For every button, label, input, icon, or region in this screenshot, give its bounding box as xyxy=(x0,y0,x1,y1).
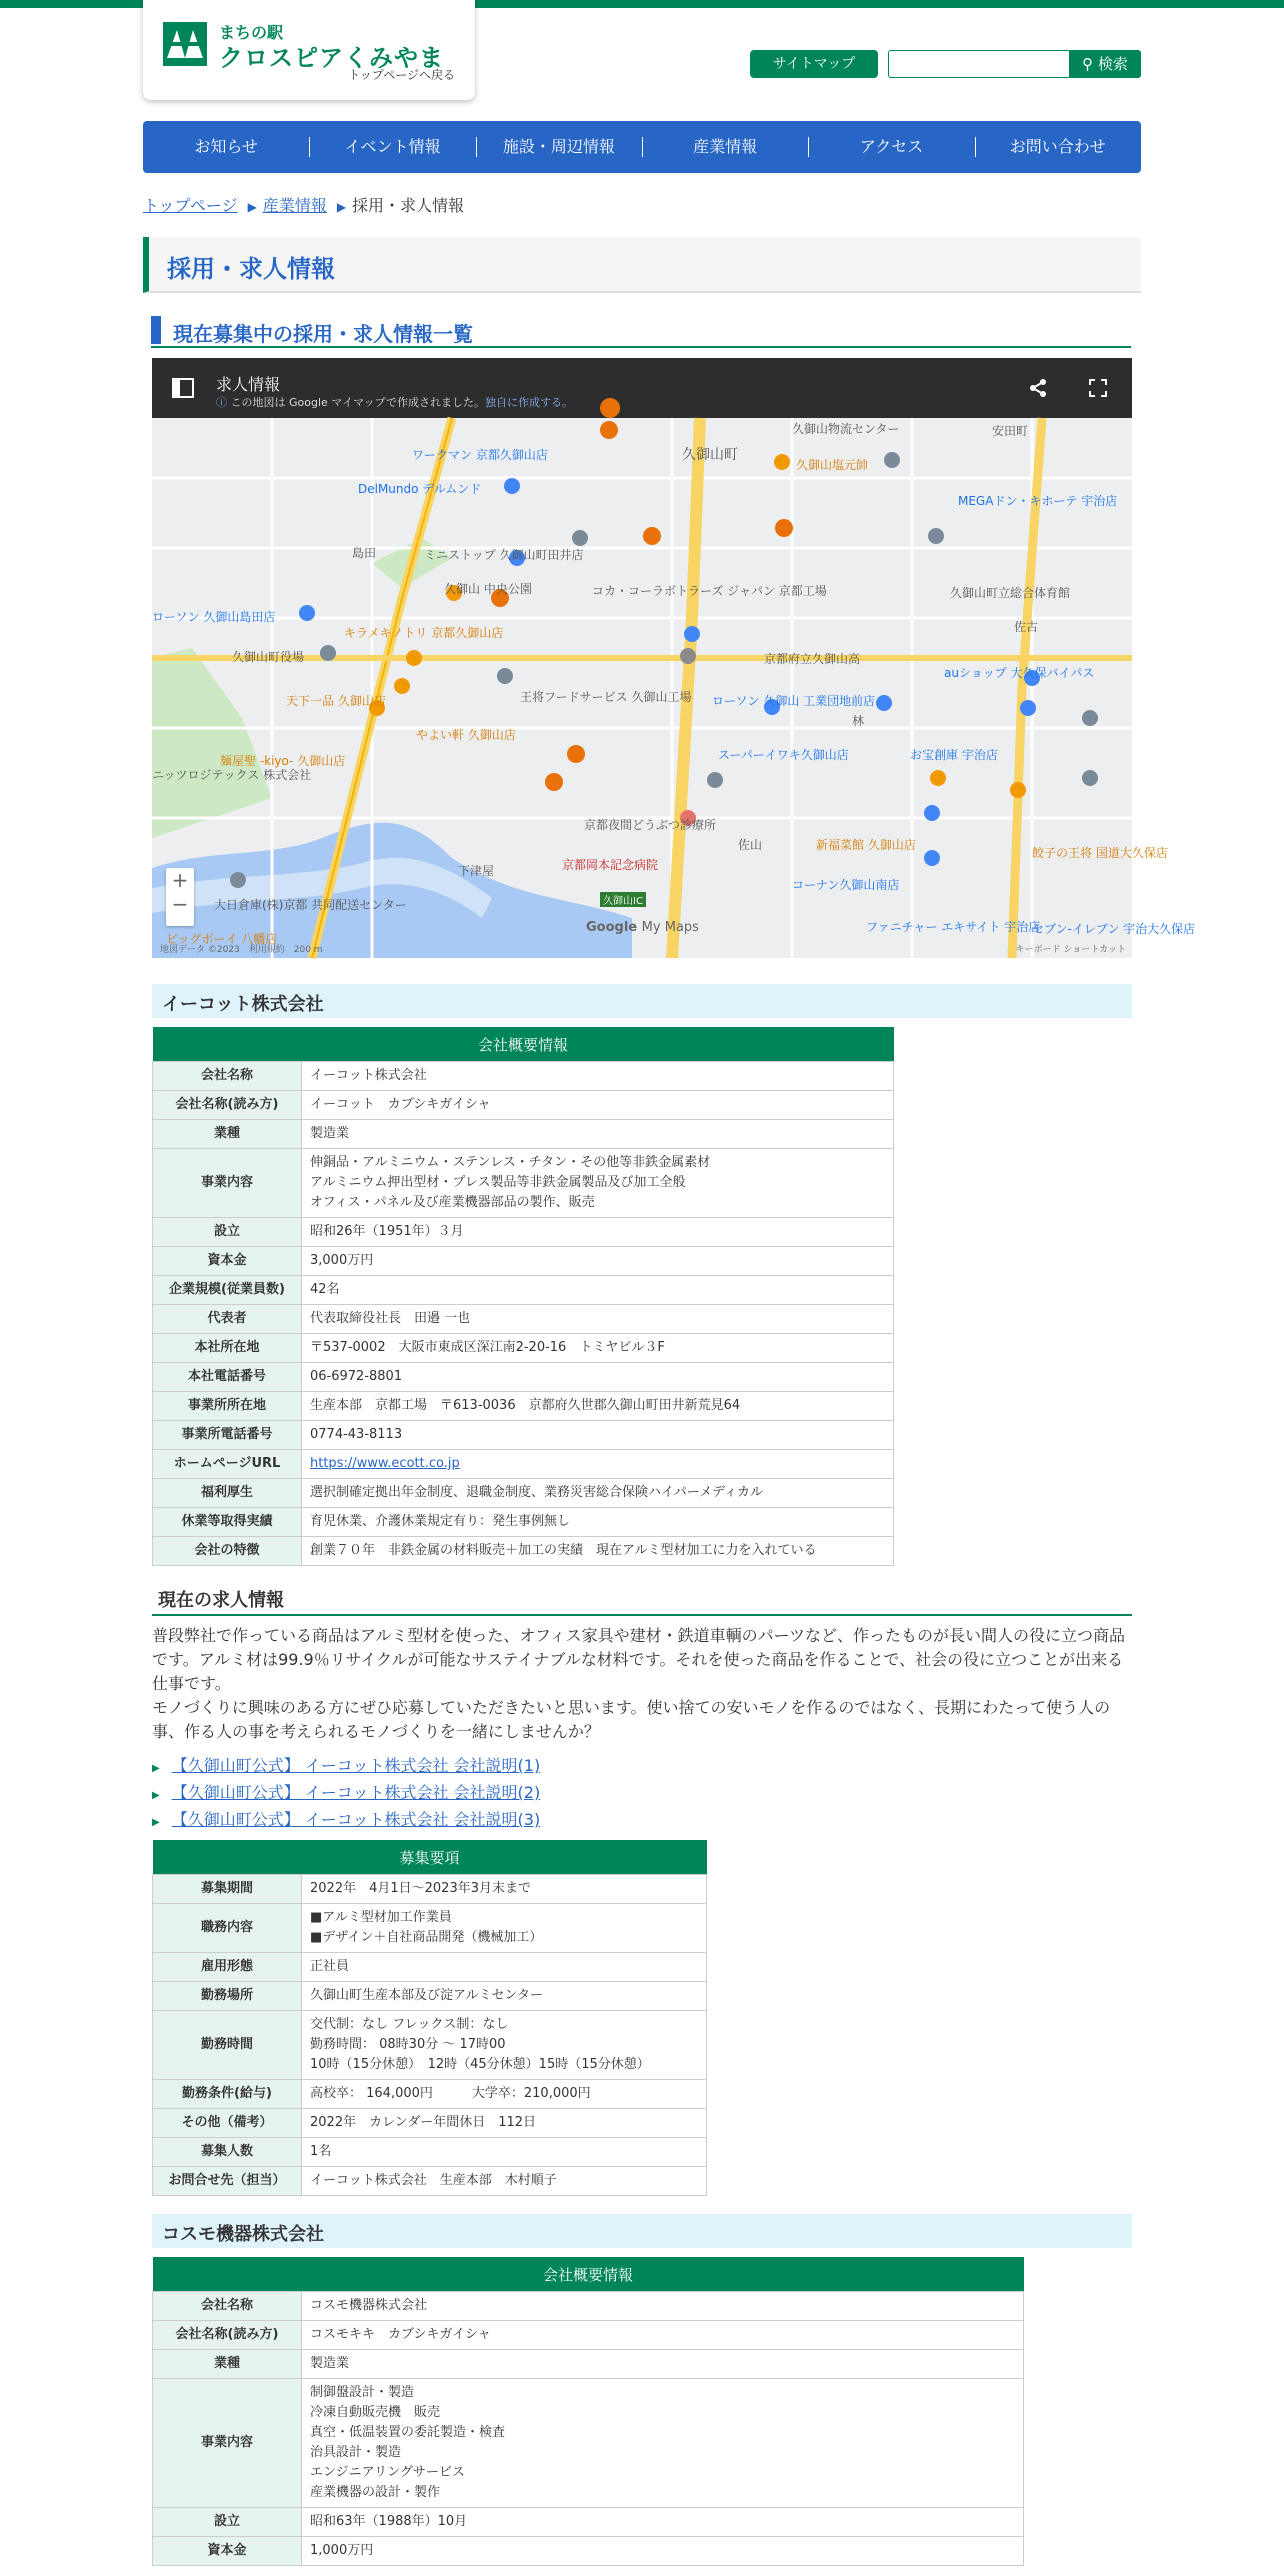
breadcrumb xyxy=(143,193,464,216)
map-label: 林 xyxy=(852,714,865,728)
row-value: 伸銅品・アルミニウム・ステンレス・チタン・その他等非鉄金属素材 アルミニウム押出型材・プレス製品等非鉄金属製品及び加工全般 オフィス・パネル及び産業機器部品の製作、販売 xyxy=(302,1149,894,1218)
map-note xyxy=(216,394,573,410)
site-logo[interactable] xyxy=(143,0,475,100)
map-label: コーナン久御山南店 xyxy=(792,878,900,892)
row-value: 正社員 xyxy=(302,1953,707,1982)
map-label: セブン-イレブン 宇治大久保店 xyxy=(1032,922,1196,936)
row-label: 会社名称 xyxy=(153,2292,302,2321)
table-caption: 会社概要情報 xyxy=(153,2257,1024,2292)
map-label: 京都夜間どうぶつ診療所 xyxy=(584,818,717,832)
map-label: 佐山 xyxy=(738,838,763,852)
row-label: 代表者 xyxy=(153,1305,302,1334)
table-row xyxy=(153,2321,1024,2350)
row-value: 久御山町生産本部及び淀アルミセンター xyxy=(302,1982,707,2011)
map-label: お宝創庫 宇治店 xyxy=(910,748,998,762)
row-value: ■アルミ型材加工作業員 ■デザイン＋自社商品開発（機械加工） xyxy=(302,1904,707,1953)
row-label: 設立 xyxy=(153,2508,302,2537)
section-title-text: 現在募集中の採用・求人情報一覧 xyxy=(173,322,473,346)
table-row xyxy=(153,2011,707,2080)
map-label: 下津屋 xyxy=(458,864,495,878)
chevron-right-icon: ▶ xyxy=(336,200,347,214)
row-value xyxy=(302,1450,894,1479)
map-create-link[interactable]: 独自に作成する。 xyxy=(484,396,573,409)
row-value: 製造業 xyxy=(302,2350,1024,2379)
map-label: DelMundo デルムンド xyxy=(358,482,482,496)
map-label: 久御山 中央公園 xyxy=(444,582,532,596)
row-value: 交代制：なし フレックス制：なし 勤務時間： 08時30分 ～ 17時00 10時（15分休憩） 12時（45分休憩）15時（15分休憩） xyxy=(302,2011,707,2080)
map-label: 久御山塩元帥 xyxy=(796,458,869,472)
back-to-top-link[interactable]: トップページへ戻る xyxy=(348,68,455,82)
share-icon[interactable] xyxy=(1028,378,1048,398)
breadcrumb-home[interactable]: トップページ xyxy=(143,196,238,215)
map-label: 佐古 xyxy=(1014,620,1039,634)
row-label: 本社電話番号 xyxy=(153,1363,302,1392)
info-icon: ⓘ xyxy=(216,396,227,409)
table-row xyxy=(153,2167,707,2196)
row-label: 会社の特徴 xyxy=(153,1537,302,1566)
row-value: イーコット株式会社 xyxy=(302,1062,894,1091)
row-value: 1,000万円 xyxy=(302,2537,1024,2566)
nav-industry[interactable]: 産業情報 xyxy=(642,121,808,173)
job-heading-text: 現在の求人情報 xyxy=(158,1590,284,1611)
table-row xyxy=(153,1276,894,1305)
row-label: 福利厚生 xyxy=(153,1479,302,1508)
row-label: 事業内容 xyxy=(153,1149,302,1218)
table-row xyxy=(153,1334,894,1363)
keyboard-shortcuts-link[interactable]: キーボード ショートカット xyxy=(1015,945,1126,955)
table-caption: 募集要項 xyxy=(153,1840,707,1875)
row-label: その他（備考） xyxy=(153,2109,302,2138)
row-value: 2022年 カレンダー年間休日 112日 xyxy=(302,2109,707,2138)
table-row xyxy=(153,1218,894,1247)
map-label: やよい軒 久御山店 xyxy=(416,728,516,742)
nav-facilities[interactable]: 施設・周辺情報 xyxy=(476,121,642,173)
job-description xyxy=(152,1624,1132,1744)
section-title xyxy=(151,316,1131,348)
row-label: 雇用形態 xyxy=(153,1953,302,1982)
row-label: 職務内容 xyxy=(153,1904,302,1953)
table-row xyxy=(153,1450,894,1479)
company-video-link[interactable]: ▶ 【久御山町公式】 イーコット株式会社 会社説明(2) xyxy=(152,1781,540,1808)
map-label: 京都岡本記念病院 xyxy=(562,858,659,872)
row-value: コスモキキ カブシキガイシャ xyxy=(302,2321,1024,2350)
table-caption: 会社概要情報 xyxy=(153,1027,894,1062)
map-label: 餃子の王将 国道大久保店 xyxy=(1032,846,1168,860)
recruit-table xyxy=(152,1840,707,2196)
map-label: キラメキノトリ 京都久御山店 xyxy=(344,626,504,640)
zoom-controls xyxy=(166,868,194,926)
company-heading xyxy=(152,984,1132,1018)
row-value: 0774-43-8113 xyxy=(302,1421,894,1450)
page-title xyxy=(143,237,1141,293)
row-label: 設立 xyxy=(153,1218,302,1247)
row-value: 代表取締役社長 田邉 一也 xyxy=(302,1305,894,1334)
breadcrumb-current: 採用・求人情報 xyxy=(352,196,465,215)
search-label: 検索 xyxy=(1097,55,1128,73)
map-note-text: この地図は Google マイマップで作成されました。 xyxy=(230,396,485,409)
logo-title: クロスピアくみやま xyxy=(219,44,444,72)
google-my-map[interactable] xyxy=(152,358,1196,958)
row-value: イーコット カブシキガイシャ xyxy=(302,1091,894,1120)
search-button[interactable] xyxy=(1069,50,1141,78)
map-label: 大日倉庫(株)京都 共同配送センター xyxy=(214,898,407,912)
company-video-link[interactable]: ▶ 【久御山町公式】 イーコット株式会社 会社説明(1) xyxy=(152,1754,540,1781)
row-value: 生産本部 京都工場 〒613-0036 京都府久世郡久御山町田井新荒見64 xyxy=(302,1392,894,1421)
map-label: 安田町 xyxy=(992,424,1029,438)
row-value: イーコット株式会社 生産本部 木村順子 xyxy=(302,2167,707,2196)
job-heading xyxy=(152,1584,1132,1616)
sitemap-button[interactable]: サイトマップ xyxy=(750,50,878,78)
map-label: コカ・コーラボトラーズ ジャパン 京都工場 xyxy=(592,584,827,598)
table-row xyxy=(153,2508,1024,2537)
table-row xyxy=(153,1305,894,1334)
map-footer: 地図データ ©2023 利用規約 200 m xyxy=(160,945,323,955)
map-label: ワークマン 京都久御山店 xyxy=(412,448,548,462)
table-row xyxy=(153,1508,894,1537)
row-label: 勤務条件(給与) xyxy=(153,2080,302,2109)
map-label: 京都府立久御山高 xyxy=(764,652,861,666)
map-label: 天下一品 久御山店 xyxy=(286,694,386,708)
table-row xyxy=(153,1247,894,1276)
map-label: 王将フードサービス 久御山工場 xyxy=(520,690,692,704)
logo-mark-icon xyxy=(163,22,207,66)
row-value: 高校卒： 164,000円 大学卒：210,000円 xyxy=(302,2080,707,2109)
row-label: 企業規模(従業員数) xyxy=(153,1276,302,1305)
row-label: 勤務時間 xyxy=(153,2011,302,2080)
fullscreen-icon[interactable] xyxy=(1088,378,1108,398)
row-label: 募集人数 xyxy=(153,2138,302,2167)
map-label: 島田 xyxy=(352,546,377,560)
row-value: 制御盤設計・製造 冷凍自動販売機 販売 真空・低温装置の委託製造・検査 治具設計・製造 エンジニアリングサービス 産業機器の設計・製作 xyxy=(302,2379,1024,2508)
nav-events[interactable]: イベント情報 xyxy=(309,121,475,173)
row-label: 業種 xyxy=(153,2350,302,2379)
chevron-right-icon: ▶ xyxy=(247,200,257,214)
row-label: 勤務場所 xyxy=(153,1982,302,2011)
company-info-table xyxy=(152,2257,1024,2566)
map-label: MEGAドン・キホーテ 宇治店 xyxy=(958,494,1118,508)
map-title: 求人情報 xyxy=(216,375,281,394)
homepage-link[interactable]: https://www.ecott.co.jp xyxy=(310,1456,460,1471)
table-row xyxy=(153,1120,894,1149)
map-label: ローソン 久御山 工業団地前店 xyxy=(712,694,876,708)
row-label: 会社名称 xyxy=(153,1062,302,1091)
map-label: 新福菜館 久御山店 xyxy=(816,838,916,852)
row-label: 募集期間 xyxy=(153,1875,302,1904)
row-label: 事業内容 xyxy=(153,2379,302,2508)
table-row xyxy=(153,1904,707,1953)
table-row xyxy=(153,1392,894,1421)
row-label: 本社所在地 xyxy=(153,1334,302,1363)
row-value: 創業７０年 非鉄金属の材料販売＋加工の実績 現在アルミ型材加工に力を入れている xyxy=(302,1537,894,1566)
table-row xyxy=(153,2379,1024,2508)
table-row xyxy=(153,1149,894,1218)
row-value: コスモ機器株式会社 xyxy=(302,2292,1024,2321)
map-label: ニッツロジテックス 株式会社 xyxy=(152,768,312,782)
row-label: 休業等取得実績 xyxy=(153,1508,302,1537)
table-row xyxy=(153,2292,1024,2321)
row-label: 事業所所在地 xyxy=(153,1392,302,1421)
logo-subtitle: まちの駅 xyxy=(219,23,284,42)
map-label: 久御山町立総合体育館 xyxy=(950,586,1071,600)
map-label: ビッグボーイ 八幡店 xyxy=(166,932,278,946)
map-header xyxy=(152,358,1132,418)
table-row xyxy=(153,1982,707,2011)
row-label: 資本金 xyxy=(153,1247,302,1276)
map-label: auショップ 大久保バイパス xyxy=(944,666,1095,680)
row-label: 事業所電話番号 xyxy=(153,1421,302,1450)
breadcrumb-parent[interactable]: 産業情報 xyxy=(262,196,327,215)
table-row xyxy=(153,2537,1024,2566)
table-row xyxy=(153,2350,1024,2379)
job-paragraph: モノづくりに興味のある方にぜひ応募していただきたいと思います。使い捨ての安いモノを作るのではなく、長期にわたって使う人の事、作る人の事を考えられるモノづくりを一緒にしませんか？ xyxy=(152,1698,1111,1741)
video-links xyxy=(152,1754,540,1835)
map-legend-icon[interactable] xyxy=(172,378,194,398)
global-nav xyxy=(143,121,1141,173)
row-value: 昭和63年（1988年）10月 xyxy=(302,2508,1024,2537)
row-label: 業種 xyxy=(153,1120,302,1149)
table-row xyxy=(153,1537,894,1566)
page-title-text: 採用・求人情報 xyxy=(167,255,335,283)
company-name: イーコット株式会社 xyxy=(162,994,324,1015)
row-label: 会社名称(読み方) xyxy=(153,2321,302,2350)
map-label: 久御山町役場 xyxy=(232,650,305,664)
table-row xyxy=(153,1062,894,1091)
table-row xyxy=(153,1953,707,1982)
row-value: 3,000万円 xyxy=(302,1247,894,1276)
nav-access[interactable]: アクセス xyxy=(808,121,974,173)
job-paragraph: 普段弊社で作っている商品はアルミ型材を使った、オフィス家具や建材・鉄道車輌のパーツなど、作ったものが長い間人の役に立つ商品です。アルミ材は99.9％リサイクルが可能なサステイナブルな材料です。それを使った商品を作ることで、社会の役に立つことが出来る仕事です。 xyxy=(152,1626,1125,1693)
row-value: 2022年 4月1日～2023年3月末まで xyxy=(302,1875,707,1904)
row-value: 06-6972-8801 xyxy=(302,1363,894,1392)
row-value: 1名 xyxy=(302,2138,707,2167)
search-input[interactable] xyxy=(888,50,1070,78)
company-video-link[interactable]: ▶ 【久御山町公式】 イーコット株式会社 会社説明(3) xyxy=(152,1808,540,1835)
table-row xyxy=(153,1363,894,1392)
map-label: 久御山町 xyxy=(682,447,738,463)
nav-news[interactable]: お知らせ xyxy=(194,137,258,156)
nav-contact[interactable]: お問い合わせ xyxy=(975,121,1141,173)
map-label: ミニストップ 久御山町田井店 xyxy=(424,548,584,562)
row-value: 育児休業、介護休業規定有り：発生事例無し xyxy=(302,1508,894,1537)
zoom-out-button[interactable]: − xyxy=(171,892,189,916)
map-label: 久御山物流センター xyxy=(792,422,900,436)
row-label: ホームページURL xyxy=(153,1450,302,1479)
table-row xyxy=(153,2138,707,2167)
row-label: 資本金 xyxy=(153,2537,302,2566)
company-info-table xyxy=(152,1027,894,1566)
map-label: ローソン 久御山島田店 xyxy=(152,610,276,624)
my-maps-text: My Maps xyxy=(641,920,699,935)
map-label: ファニチャー エキサイト 宇治店 xyxy=(866,920,1041,934)
search-icon: ⚲ xyxy=(1082,55,1094,73)
zoom-in-button[interactable]: + xyxy=(171,868,189,892)
company-name: コスモ機器株式会社 xyxy=(162,2224,324,2245)
map-label: スーパーイワキ久御山店 xyxy=(718,748,849,762)
row-label: 会社名称(読み方) xyxy=(153,1091,302,1120)
table-row xyxy=(153,1421,894,1450)
map-label: 麺屋聖 -kiyo- 久御山店 xyxy=(220,754,346,768)
row-value: 選択制確定拠出年金制度、退職金制度、業務災害総合保険ハイパーメディカル xyxy=(302,1479,894,1508)
row-label: お問合せ先（担当） xyxy=(153,2167,302,2196)
table-row xyxy=(153,1091,894,1120)
row-value: 〒537-0002 大阪市東成区深江南2-20-16 トミヤビル３F xyxy=(302,1334,894,1363)
table-row xyxy=(153,1875,707,1904)
table-row xyxy=(153,2109,707,2138)
row-value: 42名 xyxy=(302,1276,894,1305)
row-value: 製造業 xyxy=(302,1120,894,1149)
table-row xyxy=(153,1479,894,1508)
google-logo-text: Google xyxy=(586,920,638,935)
row-value: 昭和26年（1951年）３月 xyxy=(302,1218,894,1247)
table-row xyxy=(153,2080,707,2109)
company-heading xyxy=(152,2214,1132,2248)
google-logo xyxy=(586,920,699,935)
map-label: 久御山IC xyxy=(600,892,646,907)
